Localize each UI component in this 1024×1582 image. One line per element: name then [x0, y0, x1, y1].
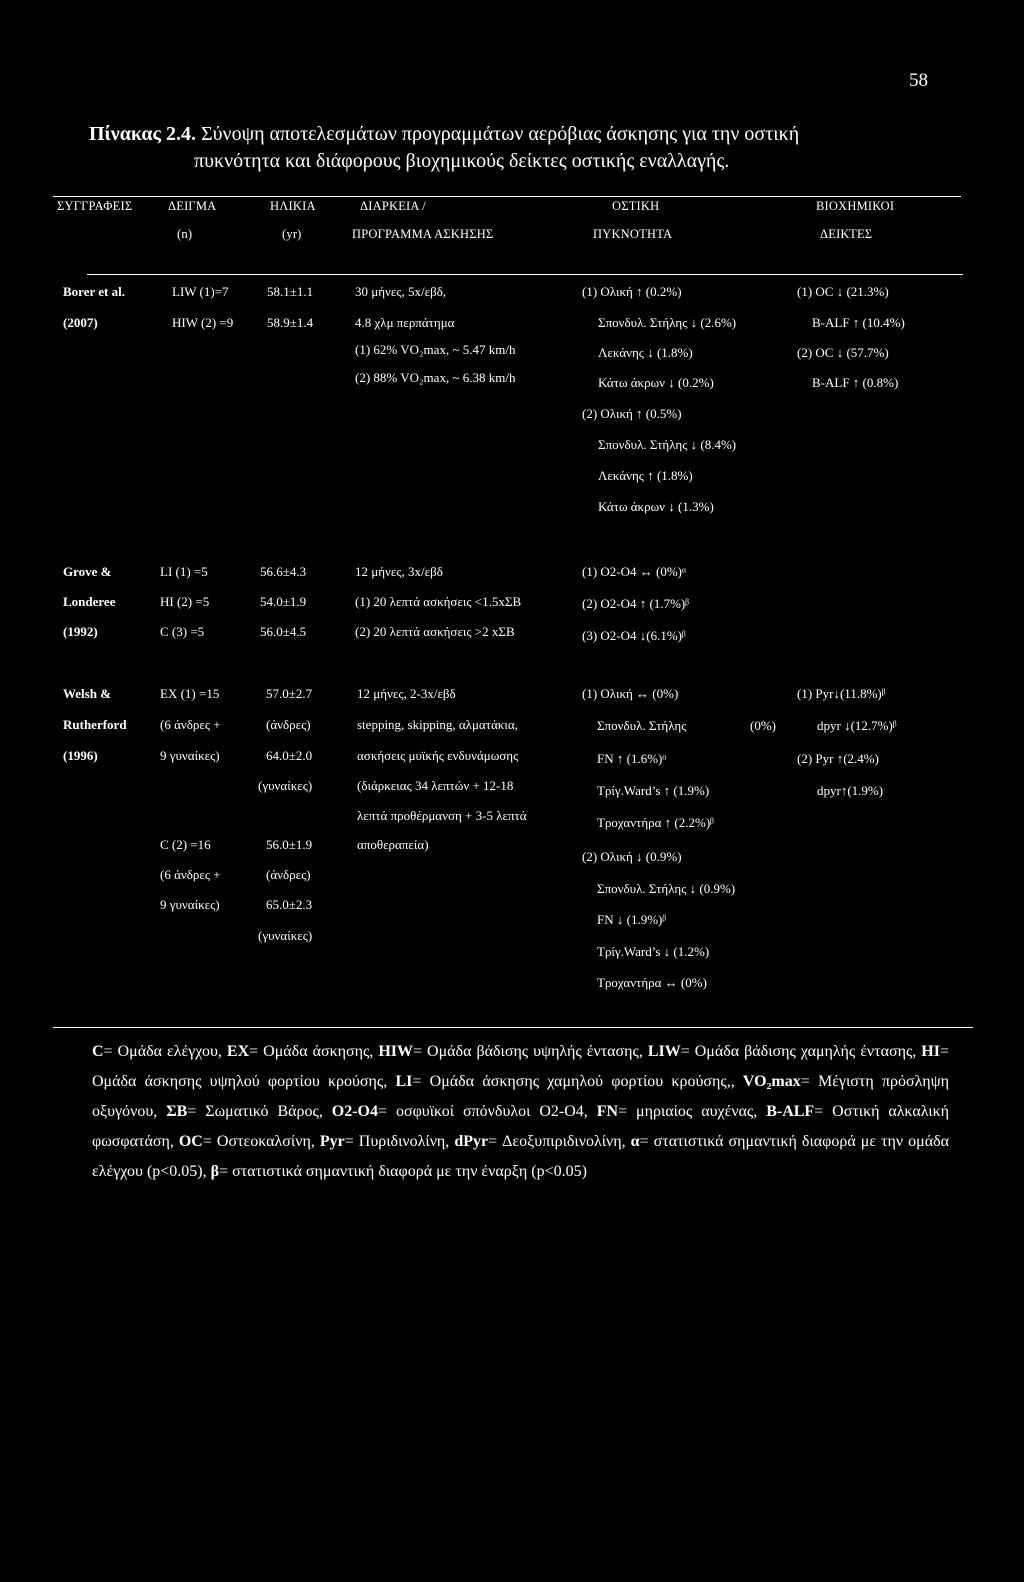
- study1-bio-4: B-ALF ↑ (0.8%): [812, 375, 899, 390]
- legend-definition: = Ομάδα βάδισης χαμηλής έντασης,: [680, 1043, 922, 1060]
- table-caption: Σύνοψη αποτελεσμάτων προγραμμάτων αερόβιας άσκησης για την οστική: [200, 123, 800, 145]
- legend-definition: = στατιστικά σημαντική διαφορά με την ομάδα ελέγχου (p<0.05),: [92, 1133, 950, 1180]
- study2-author-1: Grove &: [63, 564, 112, 579]
- study1-bmd-3: Λεκάνης ↓ (1.8%): [598, 345, 693, 360]
- study3-age-8: (γυναίκες): [258, 928, 313, 943]
- legend-definition: = Ομάδα άσκησης,: [249, 1043, 379, 1060]
- study3-age-5: 56.0±1.9: [266, 837, 313, 852]
- study1-bio-3: (2) OC ↓ (57.7%): [797, 345, 889, 360]
- legend-definition: = Ομάδα ελέγχου,: [103, 1043, 227, 1060]
- study1-bio-2: B-ALF ↑ (10.4%): [812, 315, 905, 330]
- study1-program-1: 30 μήνες, 5x/εβδ,: [355, 284, 447, 299]
- study2-age-3: 56.0±4.5: [260, 624, 307, 639]
- study2-program-1: 12 μήνες, 3x/εβδ: [355, 564, 443, 579]
- legend-definition: = Ομάδα βάδισης υψηλής έντασης,: [413, 1043, 648, 1060]
- study3-age-7: 65.0±2.3: [266, 897, 313, 912]
- study3-author-1: Welsh &: [63, 686, 112, 701]
- legend-definition: = Οστική αλκαλική φωσφατάση,: [92, 1103, 950, 1150]
- study3-program-5: λεπτά προθέρμανση + 3-5 λεπτά: [357, 808, 527, 823]
- study3-bmd-3: FN ↑ (1.6%)ᵅ: [597, 751, 667, 766]
- header-rule: [87, 274, 963, 275]
- legend-term: ΣΒ: [166, 1103, 188, 1120]
- study1-bmd-6: Σπονδυλ. Στήλης ↓ (8.4%): [598, 437, 737, 452]
- study3-program-6: αποθεραπεία): [357, 837, 429, 852]
- study3-age-3: 64.0±2.0: [266, 748, 313, 763]
- study1-age-2: 58.9±1.4: [267, 315, 314, 330]
- legend-term: HIW: [378, 1043, 414, 1060]
- study3-sample-5: (6 άνδρες +: [160, 867, 221, 882]
- legend-definition: = Σωματικό Βάρος,: [187, 1103, 332, 1120]
- legend-term: C: [92, 1043, 104, 1060]
- study3-year: (1996): [63, 748, 98, 763]
- study2-sample-2: HI (2) =5: [160, 594, 210, 609]
- legend-term: O2-O4: [331, 1103, 378, 1120]
- legend-term: dPyr: [454, 1133, 489, 1150]
- header-bio-sub: ΔΕΙΚΤΕΣ: [820, 227, 873, 241]
- legend-definition: = Ομάδα άσκησης υψηλού φορτίου κρούσης,: [92, 1043, 949, 1090]
- legend-definition: = Οστεοκαλσίνη,: [202, 1133, 320, 1150]
- study3-bmd-2b: (0%): [750, 718, 776, 733]
- study3-sample-6: 9 γυναίκες): [160, 897, 220, 912]
- study2-bmd-3: (3) O2-O4 ↓(6.1%)ᵝ: [582, 628, 686, 643]
- study2-bmd-1: (1) O2-O4 ↔ (0%)ᵅ: [582, 564, 687, 579]
- study2-bmd-2: (2) O2-O4 ↑ (1.7%)ᵝ: [582, 596, 689, 611]
- study3-program-3: ασκήσεις μυϊκής ενδυνάμωσης: [357, 748, 519, 763]
- legend-term: OC: [178, 1133, 203, 1150]
- study3-bio-4: dpyr↑(1.9%): [817, 783, 884, 798]
- study3-program-2: stepping, skipping, αλματάκια,: [357, 717, 518, 732]
- legend-definition: = στατιστικά σημαντική διαφορά με την έναρξη (p<0.05): [219, 1163, 587, 1180]
- study3-bmd-6: (2) Ολική ↓ (0.9%): [582, 849, 682, 864]
- legend-term: Pyr: [319, 1133, 345, 1150]
- study3-bmd-9: Τρίγ.Ward’s ↓ (1.2%): [597, 944, 710, 959]
- header-age-sub: (yr): [282, 227, 302, 241]
- legend-definition: = οσφυϊκοί σπόνδυλοι O2-O4,: [378, 1103, 597, 1120]
- top-rule: [53, 196, 961, 197]
- header-bmd: ΟΣΤΙΚΗ: [612, 199, 660, 213]
- study1-program-2: 4.8 χλμ περπάτημα: [355, 315, 455, 330]
- header-authors: ΣΥΓΓΡΑΦΕΙΣ: [57, 199, 133, 213]
- study1-author: Borer et al.: [63, 284, 125, 299]
- study2-author-2: Londeree: [63, 594, 116, 609]
- study1-bio-1: (1) OC ↓ (21.3%): [797, 284, 889, 299]
- study3-age-4: (γυναίκες): [258, 778, 313, 793]
- legend-definition: = μηριαίος αυχένας,: [618, 1103, 767, 1120]
- legend-term: α: [630, 1133, 640, 1150]
- study3-bmd-1: (1) Ολική ↔ (0%): [582, 686, 679, 701]
- legend-definition: = Ομάδα άσκησης χαμηλού φορτίου κρούσης,,: [412, 1073, 743, 1090]
- table-title-line1: [89, 123, 799, 146]
- legend-term: β: [210, 1163, 220, 1180]
- study2-year: (1992): [63, 624, 98, 639]
- study3-age-2: (άνδρες): [266, 717, 311, 732]
- study1-bmd-4: Κάτω άκρων ↓ (0.2%): [598, 375, 714, 390]
- study3-sample-3: 9 γυναίκες): [160, 748, 220, 763]
- study3-bmd-4: Τρίγ.Ward’s ↑ (1.9%): [597, 783, 710, 798]
- study2-age-2: 54.0±1.9: [260, 594, 307, 609]
- table-title-line2: πυκνότητα και διάφορους βιοχημικούς δείκτες οστικής εναλλαγής.: [194, 150, 730, 172]
- study1-bmd-5: (2) Ολική ↑ (0.5%): [582, 406, 682, 421]
- legend-definition: = Πυριδινολίνη,: [344, 1133, 455, 1150]
- legend-term: LI: [395, 1073, 413, 1090]
- study2-program-3: (2) 20 λεπτά ασκήσεις >2 xΣΒ: [355, 624, 515, 639]
- legend-definition: = Δεοξυπιριδινολίνη,: [488, 1133, 631, 1150]
- study3-program-4: (διάρκειας 34 λεπτών + 12-18: [357, 778, 514, 793]
- header-duration: ΔΙΑΡΚΕΙΑ /: [360, 199, 426, 213]
- study3-age-1: 57.0±2.7: [266, 686, 313, 701]
- legend-term: FN: [596, 1103, 619, 1120]
- study3-sample-2: (6 άνδρες +: [160, 717, 221, 732]
- header-duration-sub: ΠΡΟΓΡΑΜΜΑ ΑΣΚΗΣΗΣ: [352, 227, 494, 241]
- study2-sample-1: LI (1) =5: [160, 564, 208, 579]
- study1-bmd-7: Λεκάνης ↑ (1.8%): [598, 468, 693, 483]
- study1-program-4: (2) 88% VO₂max, ~ 6.38 km/h: [355, 370, 516, 385]
- legend-term: VO₂max: [742, 1073, 801, 1090]
- study3-bmd-2: Σπονδυλ. Στήλης: [597, 718, 687, 733]
- legend-term: EX: [226, 1043, 250, 1060]
- study3-program-1: 12 μήνες, 2-3x/εβδ: [357, 686, 456, 701]
- study3-bio-2: dpyr ↓(12.7%)ᵝ: [817, 718, 897, 733]
- legend-term: HI: [921, 1043, 940, 1060]
- abbreviations-legend: [92, 1037, 949, 1187]
- study3-sample-1: EX (1) =15: [160, 686, 220, 701]
- study3-bmd-10: Τροχαντήρα ↔ (0%): [597, 975, 707, 990]
- study1-program-3: (1) 62% VO₂max, ~ 5.47 km/h: [355, 342, 516, 357]
- legend-definition: = Μέγιστη πρόσληψη οξυγόνου,: [92, 1073, 950, 1120]
- header-bmd-sub: ΠΥΚΝΟΤΗΤΑ: [593, 227, 673, 241]
- study1-year: (2007): [63, 315, 98, 330]
- header-bio: ΒΙΟΧΗΜΙΚΟΙ: [816, 199, 895, 213]
- study2-age-1: 56.6±4.3: [260, 564, 307, 579]
- study1-bmd-1: (1) Ολική ↑ (0.2%): [582, 284, 682, 299]
- header-age: ΗΛΙΚΙΑ: [270, 199, 316, 213]
- study3-bmd-7: Σπονδυλ. Στήλης ↓ (0.9%): [597, 881, 736, 896]
- study3-bmd-5: Τροχαντήρα ↑ (2.2%)ᵝ: [597, 815, 714, 830]
- study3-bmd-8: FN ↓ (1.9%)ᵝ: [597, 912, 667, 927]
- study3-bio-1: (1) Pyr↓(11.8%)ᵝ: [797, 686, 886, 701]
- table-label: Πίνακας 2.4.: [89, 123, 196, 145]
- study1-bmd-2: Σπονδυλ. Στήλης ↓ (2.6%): [598, 315, 737, 330]
- study2-sample-3: C (3) =5: [160, 624, 205, 639]
- study2-program-2: (1) 20 λεπτά ασκήσεις <1.5xΣΒ: [355, 594, 522, 609]
- study1-bmd-8: Κάτω άκρων ↓ (1.3%): [598, 499, 714, 514]
- header-sample: ΔΕΙΓΜΑ: [168, 199, 217, 213]
- study3-sample-4: C (2) =16: [160, 837, 211, 852]
- study3-bio-3: (2) Pyr ↑(2.4%): [797, 751, 879, 766]
- page-number: 58: [909, 70, 928, 91]
- header-sample-sub: (n): [177, 227, 193, 241]
- study1-sample-1: LIW (1)=7: [172, 284, 229, 299]
- legend-term: B-ALF: [766, 1103, 815, 1120]
- legend-term: LIW: [647, 1043, 681, 1060]
- bottom-rule: [53, 1027, 973, 1028]
- study3-age-6: (άνδρες): [266, 867, 311, 882]
- study1-sample-2: HIW (2) =9: [172, 315, 234, 330]
- study3-author-2: Rutherford: [63, 717, 127, 732]
- study1-age-1: 58.1±1.1: [267, 284, 314, 299]
